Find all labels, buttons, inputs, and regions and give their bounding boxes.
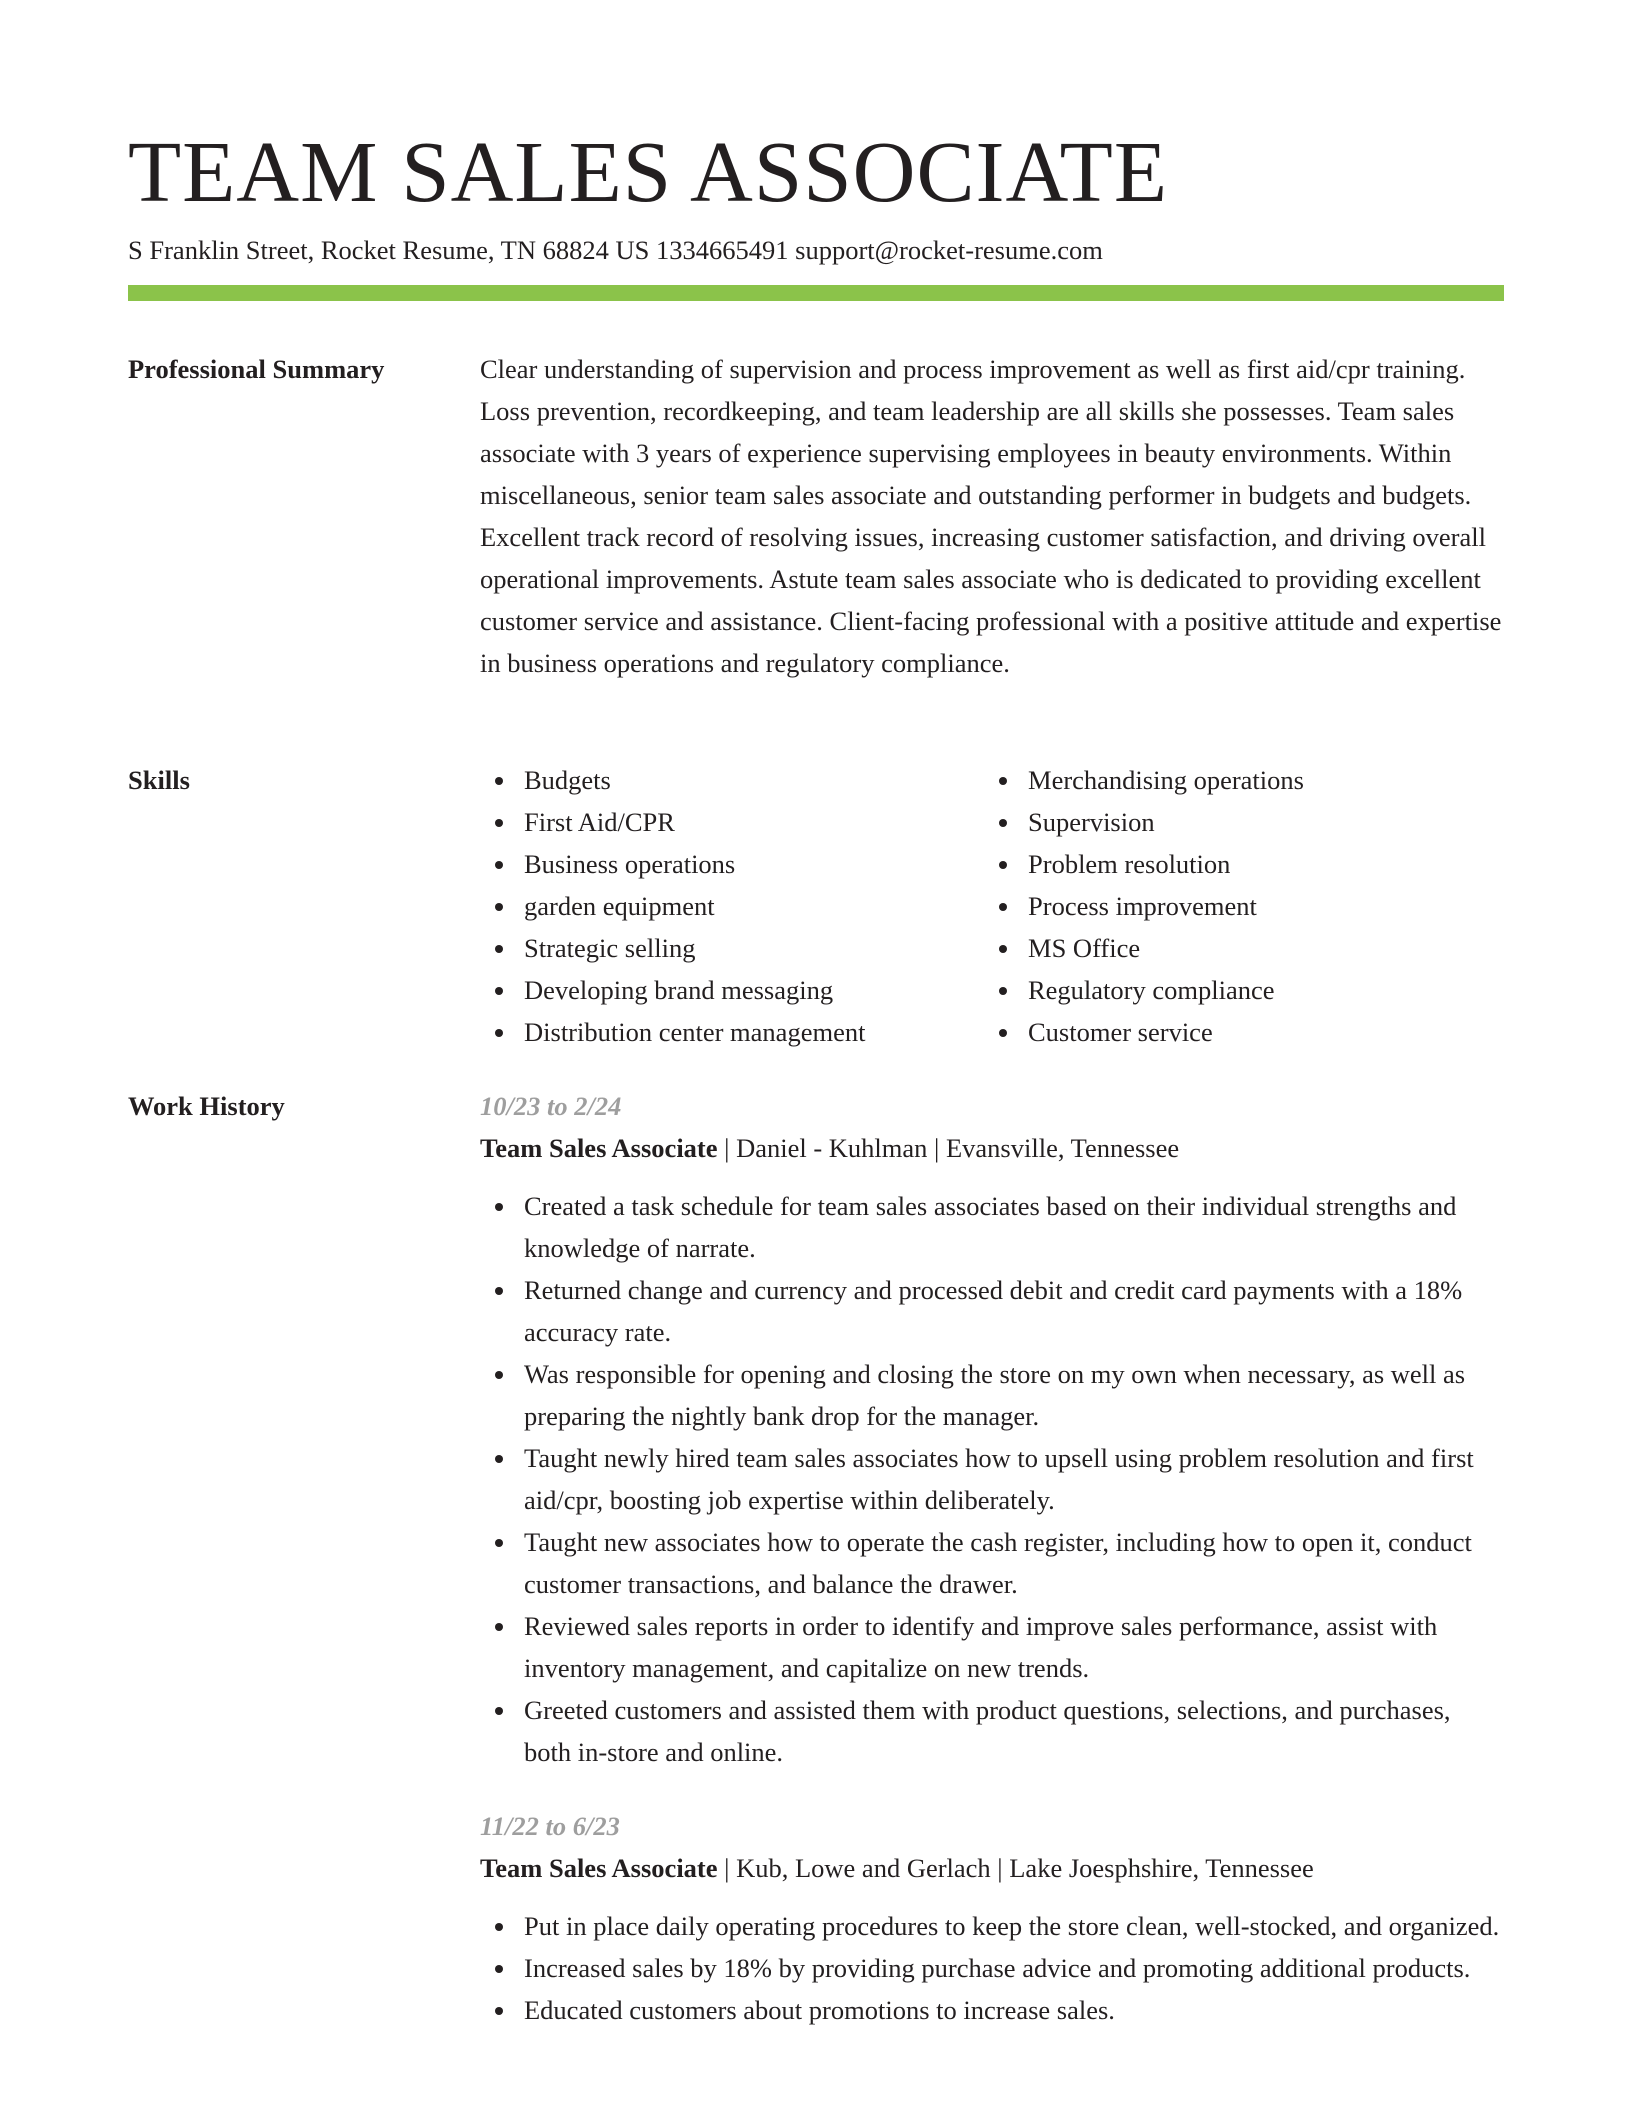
job-duty: Was responsible for opening and closing the store on my own when necessary, as well as preparing the nightly bank drop for the manager. xyxy=(480,1353,1504,1437)
summary-body xyxy=(480,348,1504,684)
summary-text: Clear understanding of supervision and process improvement as well as first aid/cpr training. Loss prevention, recordkeeping, and team leadership are all skills she possesses. Team sales associate with 3 years of experience supervising employees in beauty environments. Within miscellaneous, senior team sales associate and outstanding performer in budgets and budgets. Excellent track record of resolving issues, increasing customer satisfaction, and driving overall operational improvements. Astute team sales associate who is dedicated to providing excellent customer service and assistance. Client-facing professional with a positive attitude and expertise in business operations and regulatory compliance. xyxy=(480,354,1502,678)
skill-item: Strategic selling xyxy=(480,927,984,969)
skills-list-left xyxy=(480,759,984,1053)
job-entry xyxy=(480,1085,1504,1773)
job-title: Team Sales Associate xyxy=(480,1133,718,1163)
skill-item: Budgets xyxy=(480,759,984,801)
skill-item: Distribution center management xyxy=(480,1011,984,1053)
job-entry xyxy=(480,1805,1504,2031)
skill-item: First Aid/CPR xyxy=(480,801,984,843)
skills-columns xyxy=(480,759,1504,1053)
work-history-body xyxy=(480,1085,1504,2031)
skills-body xyxy=(480,759,1504,1053)
job-duties-list xyxy=(480,1185,1504,1773)
skill-item: Process improvement xyxy=(984,885,1488,927)
skill-item: Merchandising operations xyxy=(984,759,1488,801)
job-duty: Put in place daily operating procedures to keep the store clean, well-stocked, and organized. xyxy=(480,1905,1504,1947)
job-dates: 11/22 to 6/23 xyxy=(480,1811,620,1841)
skill-item: garden equipment xyxy=(480,885,984,927)
skill-item: Regulatory compliance xyxy=(984,969,1488,1011)
skills-heading: Skills xyxy=(128,765,190,795)
summary-heading: Professional Summary xyxy=(128,354,385,384)
job-duty: Created a task schedule for team sales associates based on their individual strengths and knowledge of narrate. xyxy=(480,1185,1504,1269)
job-duty: Increased sales by 18% by providing purchase advice and promoting additional products. xyxy=(480,1947,1504,1989)
job-duty: Educated customers about promotions to increase sales. xyxy=(480,1989,1504,2031)
job-employer-location: | Kub, Lowe and Gerlach | Lake Joesphshire, Tennessee xyxy=(717,1853,1314,1883)
resume-title: TEAM SALES ASSOCIATE xyxy=(128,123,1168,220)
skill-item: MS Office xyxy=(984,927,1488,969)
skill-item: Customer service xyxy=(984,1011,1488,1053)
job-heading xyxy=(480,1847,1504,1889)
job-duty: Taught newly hired team sales associates how to upsell using problem resolution and first aid/cpr, boosting job expertise within deliberately. xyxy=(480,1437,1504,1521)
job-heading xyxy=(480,1127,1504,1169)
skill-item: Developing brand messaging xyxy=(480,969,984,1011)
job-employer-location: | Daniel - Kuhlman | Evansville, Tennessee xyxy=(717,1133,1180,1163)
contact-line: S Franklin Street, Rocket Resume, TN 68824 US 1334665491 support@rocket-resume.com xyxy=(128,235,1103,265)
job-duty: Taught new associates how to operate the cash register, including how to open it, conduct customer transactions, and balance the drawer. xyxy=(480,1521,1504,1605)
skill-item: Problem resolution xyxy=(984,843,1488,885)
skills-list-right xyxy=(984,759,1488,1053)
header-divider xyxy=(128,285,1504,301)
job-title: Team Sales Associate xyxy=(480,1853,718,1883)
job-duty: Reviewed sales reports in order to identify and improve sales performance, assist with inventory management, and capitalize on new trends. xyxy=(480,1605,1504,1689)
job-duties-list xyxy=(480,1905,1504,2031)
job-duty: Returned change and currency and processed debit and credit card payments with a 18% accuracy rate. xyxy=(480,1269,1504,1353)
work-history-heading: Work History xyxy=(128,1091,285,1121)
skill-item: Supervision xyxy=(984,801,1488,843)
job-dates: 10/23 to 2/24 xyxy=(480,1091,622,1121)
job-duty: Greeted customers and assisted them with product questions, selections, and purchases, both in-store and online. xyxy=(480,1689,1504,1773)
skill-item: Business operations xyxy=(480,843,984,885)
